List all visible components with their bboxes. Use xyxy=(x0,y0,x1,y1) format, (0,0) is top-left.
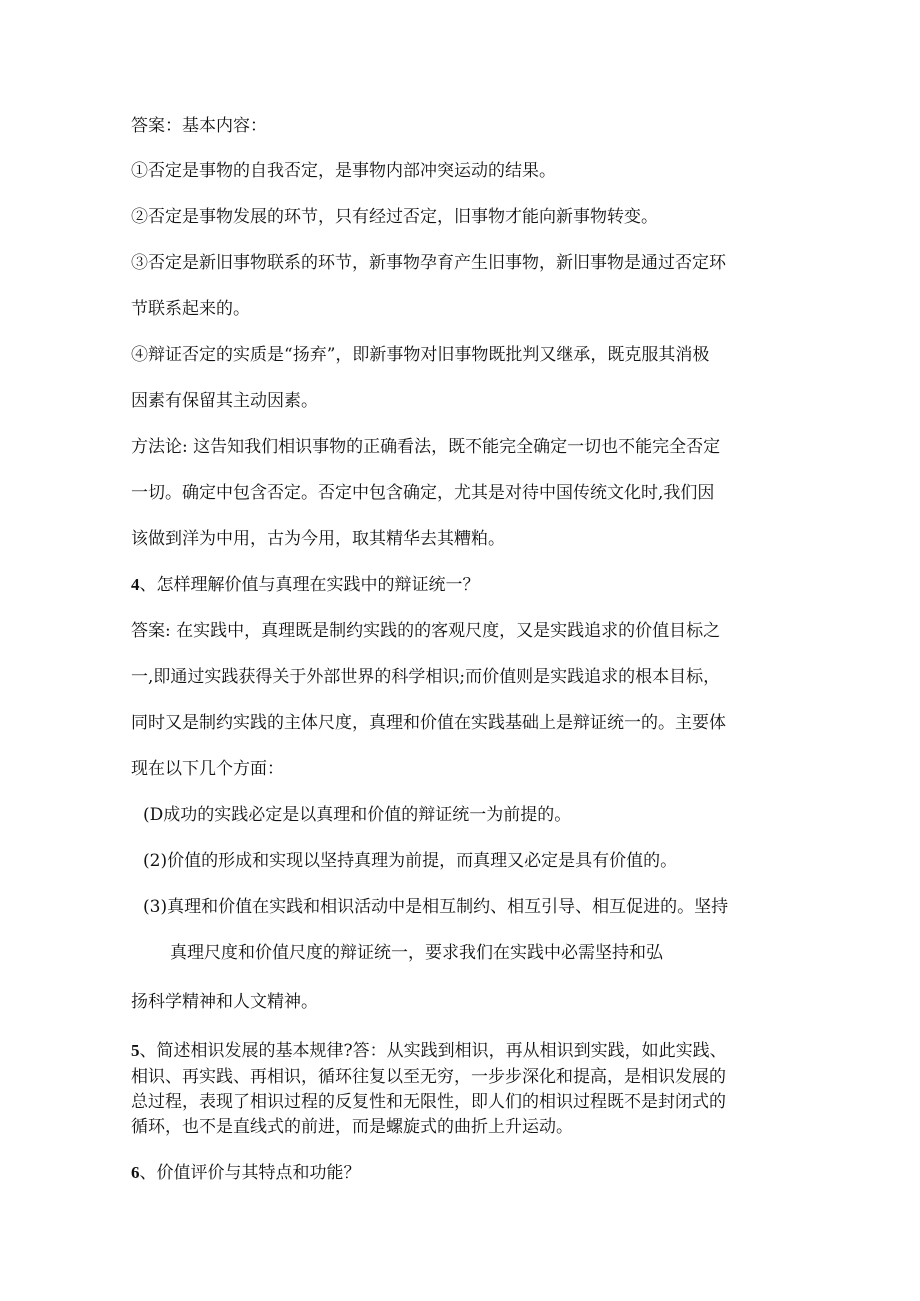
question-5-line-1 xyxy=(131,1040,727,1062)
point-3-line-2: 节联系起来的。 xyxy=(131,299,250,319)
question-5-line-2: 相识、再实践、再相识，循环往复以至无穷，一步步深化和提高，是相识发展的 xyxy=(131,1067,726,1087)
q4-item-3: (3)真理和价值在实践和相识活动中是相互制约、相互引导、相互促进的。坚持 xyxy=(143,897,729,917)
answer-intro: 答案：基本内容： xyxy=(131,116,267,136)
q4-answer-line-4: 现在以下几个方面： xyxy=(131,759,284,779)
method-line-1: 方法论: 这告知我们相识事物的正确看法，既不能完全确定一切也不能完全否定 xyxy=(131,437,721,457)
point-4-line-2: 因素有保留其主动因素。 xyxy=(131,391,318,411)
q4-item-2: (2)价值的形成和实现以坚持真理为前提，而真理又必定是具有价值的。 xyxy=(143,851,678,871)
point-1: ①否定是事物的自我否定，是事物内部冲突运动的结果。 xyxy=(131,161,556,181)
q4-item-3-continued: 真理尺度和价值尺度的辩证统一，要求我们在实践中必需坚持和弘 xyxy=(170,943,663,963)
question-6-text: 、价值评价与其特点和功能？ xyxy=(139,1163,361,1183)
question-5-line-4: 循环，也不是直线式的前进，而是螺旋式的曲折上升运动。 xyxy=(131,1117,573,1137)
point-3-line-1: ③否定是新旧事物联系的环节，新事物孕育产生旧事物，新旧事物是通过否定环 xyxy=(131,253,726,273)
q4-answer-line-1: 答案: 在实践中，真理既是制约实践的的客观尺度，又是实践追求的价值目标之 xyxy=(131,621,721,641)
question-4-text: 、怎样理解价值与真理在实践中的辩证统一？ xyxy=(139,575,480,595)
question-6-heading xyxy=(131,1162,361,1184)
question-4-heading xyxy=(131,574,480,596)
q4-answer-line-3: 同时又是制约实践的主体尺度，真理和价值在实践基础上是辩证统一的。主要体 xyxy=(131,713,726,733)
question-5-line-3: 总过程，表现了相识过程的反复性和无限性，即人们的相识过程既不是封闭式的 xyxy=(131,1092,726,1112)
question-5-number: 5 xyxy=(131,1041,140,1060)
q4-item-3-end: 扬科学精神和人文精神。 xyxy=(131,992,318,1012)
method-line-2: 一切。确定中包含否定。否定中包含确定，尤其是对待中国传统文化时,我们因 xyxy=(131,483,715,503)
question-4-number: 4 xyxy=(131,575,140,594)
point-2: ②否定是事物发展的环节，只有经过否定，旧事物才能向新事物转变。 xyxy=(131,207,658,227)
method-line-3: 该做到洋为中用，古为今用，取其精华去其糟粕。 xyxy=(131,529,505,549)
question-5-text: 、简述相识发展的基本规律?答：从实践到相识，再从相识到实践，如此实践、 xyxy=(139,1041,727,1061)
q4-answer-line-2: 一,即通过实践获得关于外部世界的科学相识;而价值则是实践追求的根本目标， xyxy=(131,667,721,687)
question-6-number: 6 xyxy=(131,1163,140,1182)
point-4-line-1: ④辩证否定的实质是“扬弃”，即新事物对旧事物既批判又继承，既克服其消极 xyxy=(131,345,710,365)
q4-item-1: (D成功的实践必定是以真理和价值的辩证统一为前提的。 xyxy=(143,805,572,825)
